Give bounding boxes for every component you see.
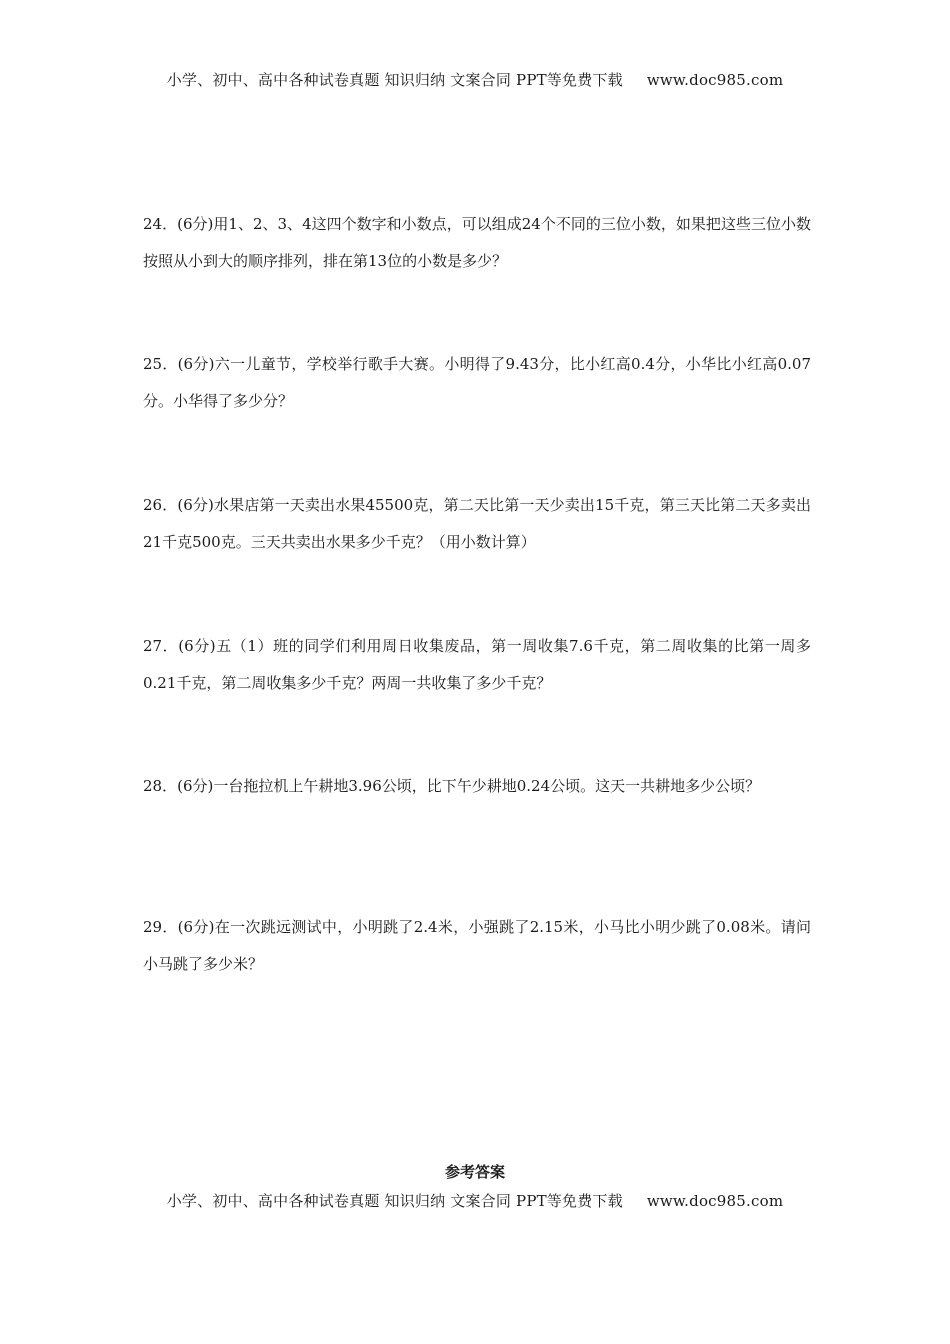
header-text: 小学、初中、高中各种试卷真题 知识归纳 文案合同 PPT等免费下载 — [166, 71, 623, 89]
question-26: 26．(6分)水果店第一天卖出水果45500克，第二天比第一天少卖出15千克，第三天比第二天多卖出21千克500克。三天共卖出水果多少千克？（用小数计算） — [143, 496, 811, 551]
question-24: 24．(6分)用1、2、3、4这四个数字和小数点，可以组成24个不同的三位小数，如果把这些三位小数按照从小到大的顺序排列，排在第13位的小数是多少？ — [143, 215, 811, 270]
answer-section-title: 参考答案 — [444, 1163, 505, 1181]
question-28: 28．(6分)一台拖拉机上午耕地3.96公顷，比下午少耕地0.24公顷。这天一共耕地多少公顷？ — [143, 777, 761, 795]
question-27: 27．(6分)五（1）班的同学们利用周日收集废品，第一周收集7.6千克，第二周收集的比第一周多0.21千克，第二周收集多少千克？两周一共收集了多少千克？ — [143, 637, 811, 692]
footer-header-text: 小学、初中、高中各种试卷真题 知识归纳 文案合同 PPT等免费下载 — [166, 1192, 623, 1210]
page-header — [0, 69, 950, 90]
question-25: 25．(6分)六一儿童节，学校举行歌手大赛。小明得了9.43分，比小红高0.4分，小华比小红高0.07分。小华得了多少分？ — [143, 355, 811, 410]
footer-site-link[interactable]: www.doc985.com — [646, 1192, 784, 1210]
page-footer-header — [0, 1190, 950, 1211]
question-29: 29．(6分)在一次跳远测试中，小明跳了2.4米，小强跳了2.15米，小马比小明少跳了0.08米。请问小马跳了多少米？ — [143, 918, 811, 973]
header-site-link[interactable]: www.doc985.com — [646, 71, 784, 89]
